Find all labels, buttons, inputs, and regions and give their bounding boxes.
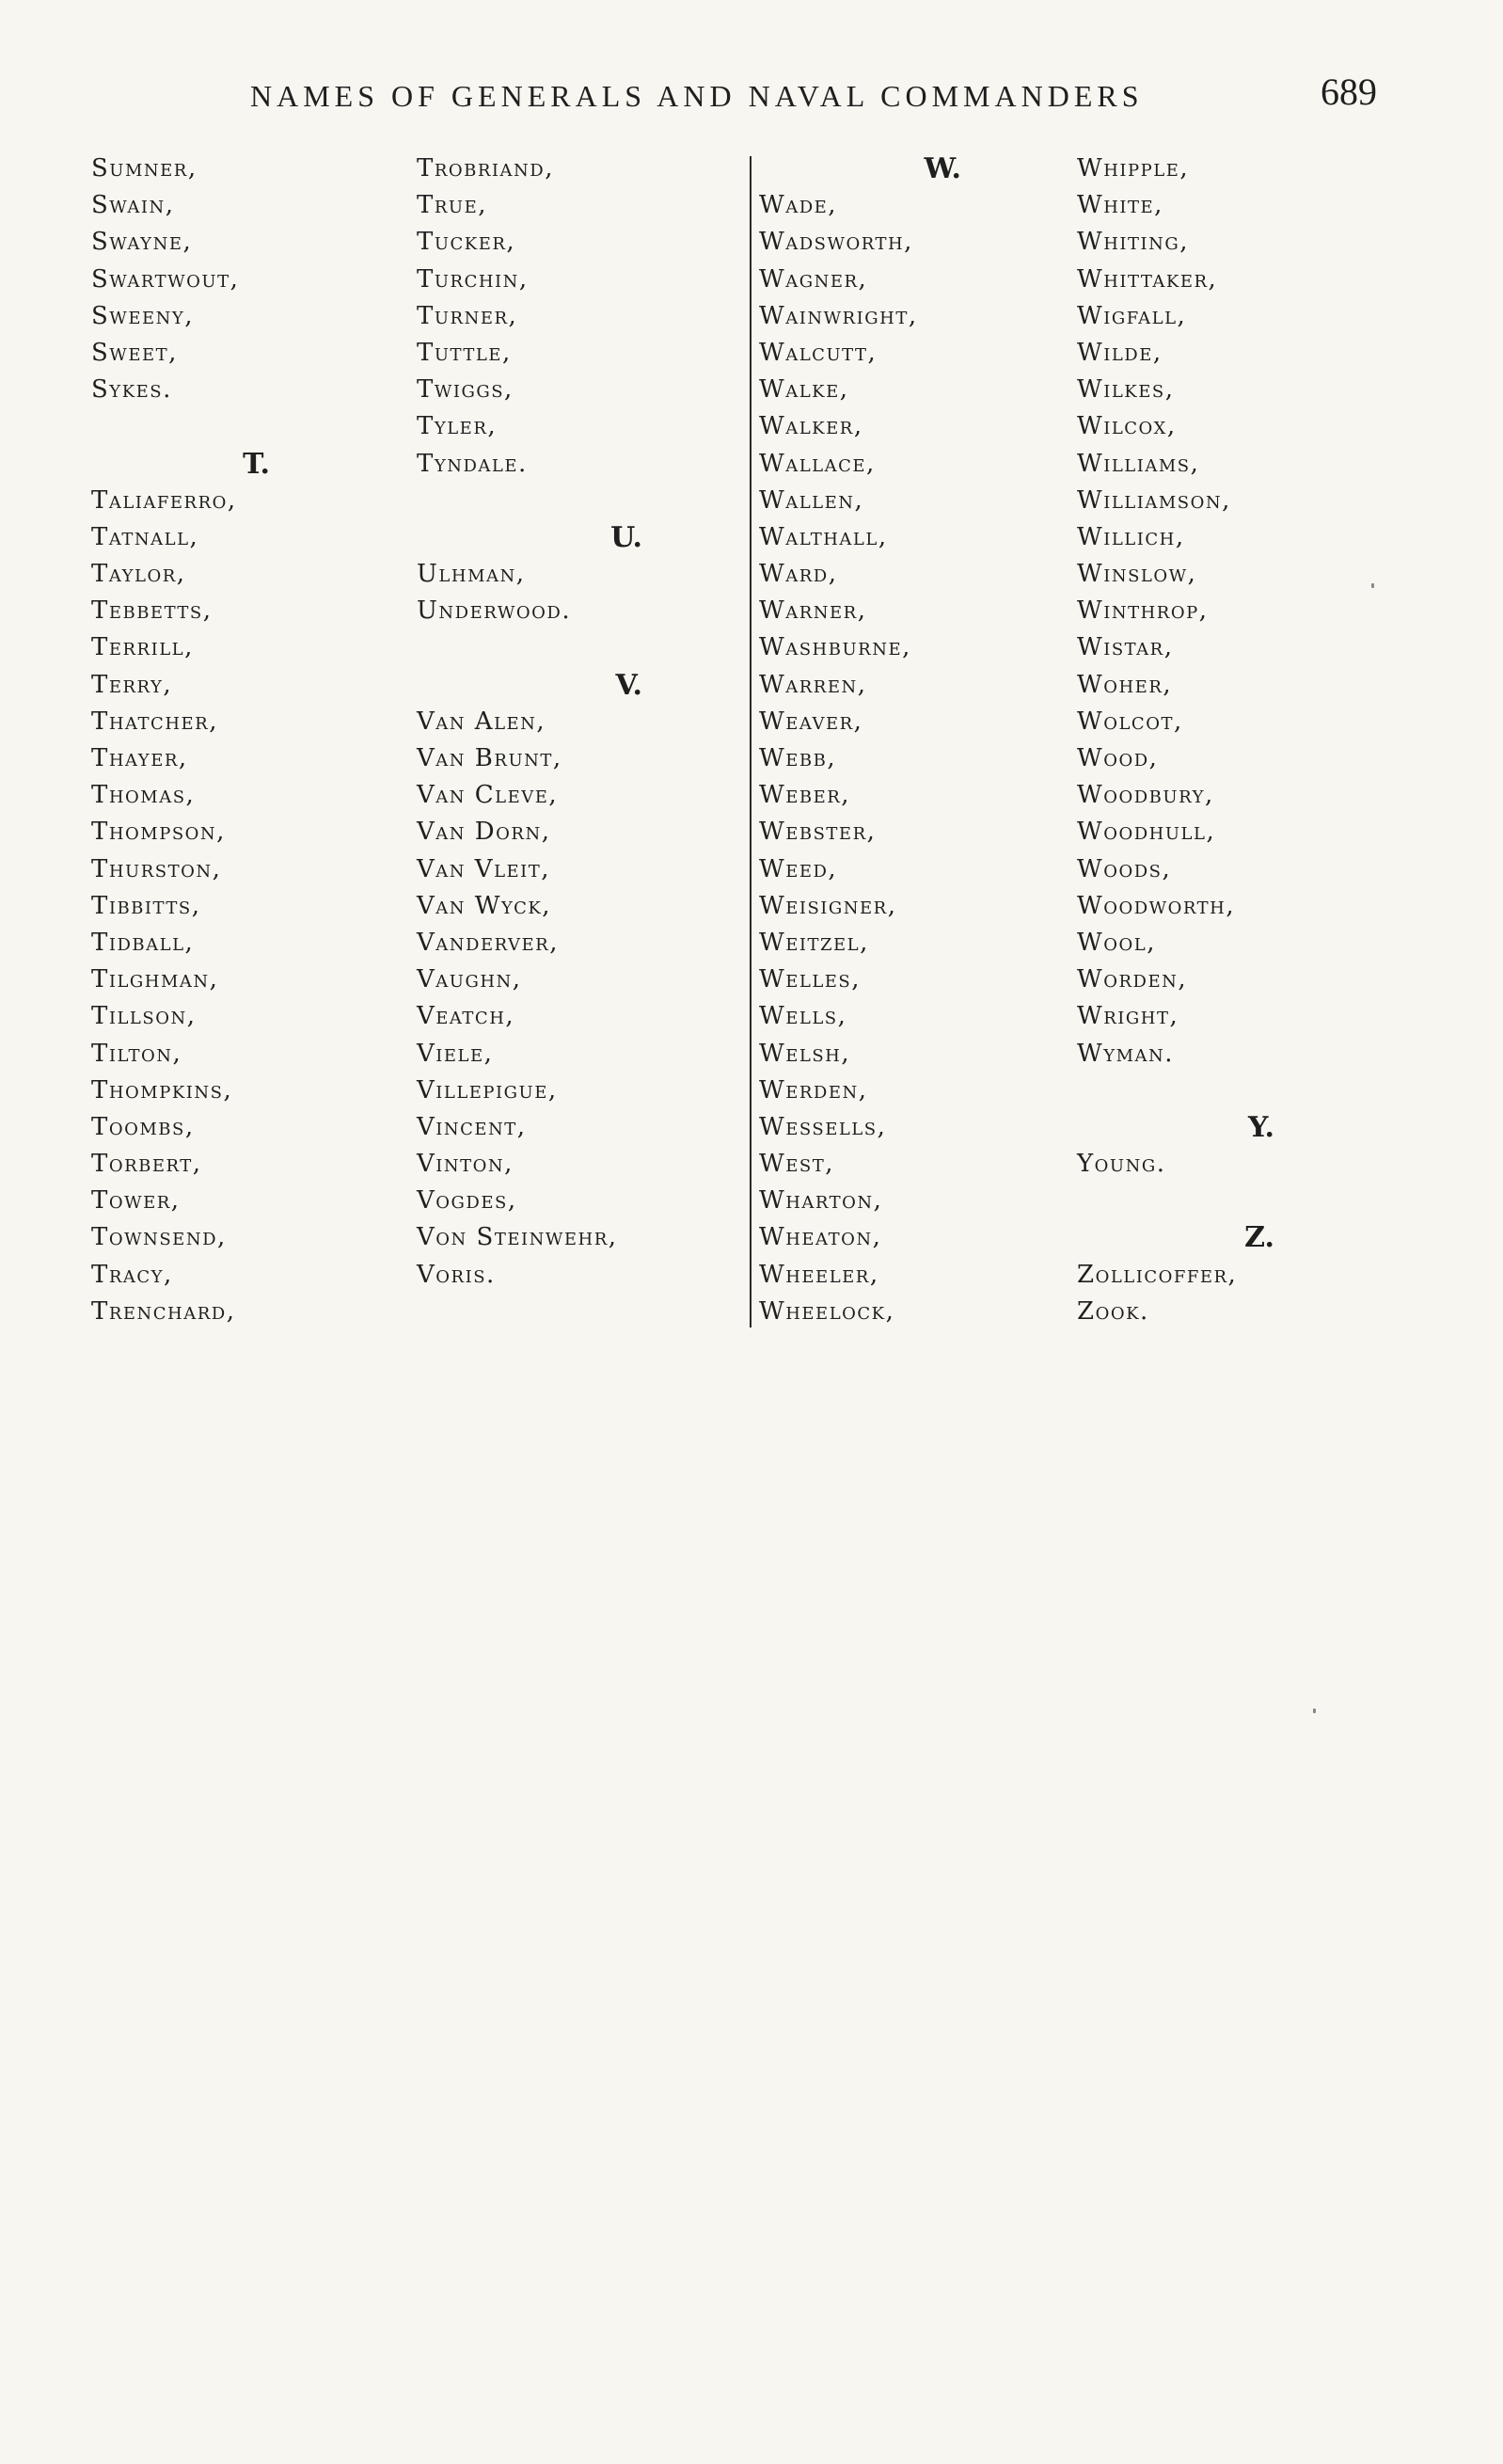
name-entry: Woher, — [1077, 670, 1173, 699]
name-entry: Vaughn, — [417, 965, 522, 994]
name-entry: Woodhull, — [1077, 818, 1216, 847]
name-entry: True, — [417, 191, 487, 220]
name-entry: Vinton, — [417, 1150, 514, 1179]
name-entry: Toombs, — [91, 1112, 195, 1141]
name-entry: Terry, — [91, 670, 173, 699]
w-names-list-cont — [1077, 151, 1274, 1073]
name-entry: Sumner, — [91, 154, 198, 183]
name-entry: Tidball, — [91, 928, 195, 957]
name-entry: Weaver, — [759, 707, 863, 736]
name-entry: Tibbitts, — [91, 891, 201, 920]
name-entry: Wharton, — [759, 1186, 883, 1216]
name-entry: Van Vleit, — [417, 854, 551, 883]
name-entry: Tatnall, — [91, 522, 199, 551]
name-entry: Wagner, — [759, 264, 868, 294]
name-entry: Webb, — [759, 744, 837, 772]
section-heading-u: U. — [610, 520, 642, 554]
paper-speck — [1313, 1709, 1316, 1713]
name-entry: Van Dorn, — [417, 818, 551, 847]
name-entry: Weber, — [759, 781, 851, 810]
name-entry: Torbert, — [91, 1150, 202, 1179]
name-entry: Underwood. — [417, 596, 572, 626]
section-heading-v: V. — [615, 668, 642, 702]
name-entry: Woodbury, — [1077, 781, 1214, 810]
name-entry: Wyman. — [1077, 1039, 1175, 1068]
v-names-list — [417, 704, 642, 1294]
name-entry: Weed, — [759, 854, 838, 883]
name-entry: Swayne, — [91, 228, 193, 257]
name-entry: Worden, — [1077, 965, 1188, 994]
name-entry: Wallace, — [759, 449, 876, 478]
name-entry: Woods, — [1077, 854, 1172, 883]
name-entry: Whiting, — [1077, 228, 1190, 257]
name-entry: Tuttle, — [417, 338, 512, 367]
column-1 — [91, 151, 270, 1330]
name-entry: Wigfall, — [1077, 301, 1187, 330]
spacer — [1077, 1183, 1274, 1219]
name-entry: Weitzel, — [759, 928, 869, 957]
name-entry: Taliaferro, — [91, 485, 237, 515]
w-names-list — [759, 187, 961, 1330]
name-entry: Wheaton, — [759, 1223, 882, 1252]
name-entry: Tower, — [91, 1186, 181, 1216]
name-entry: Weisigner, — [759, 891, 897, 920]
name-entry: Thayer, — [91, 744, 188, 772]
spacer — [91, 408, 270, 445]
spacer — [1077, 1073, 1274, 1109]
name-entry: Walcutt, — [759, 338, 878, 367]
column-3 — [759, 151, 961, 1330]
name-entry: Wistar, — [1077, 633, 1174, 662]
name-entry: Whittaker, — [1077, 264, 1218, 294]
name-entry: Ward, — [759, 560, 838, 589]
spacer — [417, 483, 642, 519]
name-entry: Trenchard, — [91, 1296, 236, 1326]
t-names-list-cont — [417, 151, 642, 483]
name-entry: Sykes. — [91, 375, 172, 405]
name-entry: Thompkins, — [91, 1075, 233, 1105]
name-entry: Vincent, — [417, 1112, 527, 1141]
name-entry: Veatch, — [417, 1002, 515, 1031]
name-entry: Van Alen, — [417, 707, 546, 736]
name-entry: Young. — [1077, 1150, 1166, 1179]
name-entry: Wilcox, — [1077, 412, 1177, 441]
spacer — [417, 629, 642, 666]
name-entry: Tyler, — [417, 412, 498, 441]
name-entry: Trobriand, — [417, 154, 554, 183]
name-entry: Williamson, — [1077, 485, 1231, 515]
name-entry: Wheelock, — [759, 1296, 895, 1326]
name-entry: Van Cleve, — [417, 781, 559, 810]
name-entry: Woodworth, — [1077, 891, 1236, 920]
column-4 — [1077, 151, 1274, 1330]
name-entry: Viele, — [417, 1039, 494, 1068]
name-entry: Zook. — [1077, 1296, 1149, 1326]
name-entry: Webster, — [759, 818, 877, 847]
name-entry: Wilde, — [1077, 338, 1163, 367]
name-entry: Turner, — [417, 301, 518, 330]
column-2 — [417, 151, 642, 1294]
name-entry: Tracy, — [91, 1260, 173, 1289]
name-entry: White, — [1077, 191, 1163, 220]
name-entry: Welles, — [759, 965, 862, 994]
name-entry: Whipple, — [1077, 154, 1190, 183]
name-entry: Zollicoffer, — [1077, 1260, 1238, 1289]
name-entry: Thatcher, — [91, 707, 218, 736]
name-entry: Wessells, — [759, 1112, 887, 1141]
s-names-list — [91, 151, 270, 408]
name-entry: Voris. — [417, 1260, 496, 1289]
name-entry: Wheeler, — [759, 1260, 879, 1289]
name-entry: Thurston, — [91, 854, 222, 883]
name-entry: Taylor, — [91, 560, 186, 589]
name-entry: Vanderver, — [417, 928, 559, 957]
name-entry: Tebbetts, — [91, 596, 213, 626]
name-entry: Turchin, — [417, 264, 529, 294]
name-entry: Willich, — [1077, 522, 1185, 551]
name-entry: Vogdes, — [417, 1186, 517, 1216]
name-entry: West, — [759, 1150, 834, 1179]
name-entry: Washburne, — [759, 633, 911, 662]
name-entry: Von Steinwehr, — [417, 1223, 618, 1252]
name-entry: Walker, — [759, 412, 863, 441]
t-names-list — [91, 483, 270, 1330]
section-heading-y: Y. — [1248, 1110, 1274, 1144]
name-entry: Sweeny, — [91, 301, 194, 330]
section-heading-z: Z. — [1244, 1221, 1274, 1255]
name-entry: Swain, — [91, 191, 175, 220]
name-entry: Sweet, — [91, 338, 178, 367]
section-heading-t: T. — [243, 447, 270, 481]
running-head: NAMES OF GENERALS AND NAVAL COMMANDERS — [250, 79, 1144, 113]
name-entry: Wolcot, — [1077, 707, 1183, 736]
name-entry: Tyndale. — [417, 449, 528, 478]
name-entry: Walthall, — [759, 522, 888, 551]
name-entry: Wood, — [1077, 744, 1159, 772]
name-entry: Wainwright, — [759, 301, 918, 330]
z-names-list — [1077, 1257, 1274, 1330]
name-entry: Townsend, — [91, 1223, 227, 1252]
name-entry: Wade, — [759, 191, 838, 220]
name-entry: Ulhman, — [417, 560, 526, 589]
name-entry: Tilton, — [91, 1039, 182, 1068]
paper-speck — [1371, 583, 1374, 588]
y-names-list — [1077, 1146, 1274, 1183]
u-names-list — [417, 556, 642, 629]
name-entry: Tucker, — [417, 228, 516, 257]
name-entry: Winthrop, — [1077, 596, 1209, 626]
name-entry: Tilghman, — [91, 965, 219, 994]
name-entry: Wells, — [759, 1002, 847, 1031]
name-entry: Warren, — [759, 670, 867, 699]
name-entry: Van Wyck, — [417, 891, 552, 920]
name-entry: Wadsworth, — [759, 228, 913, 257]
name-entry: Wilkes, — [1077, 375, 1175, 405]
name-entry: Wright, — [1077, 1002, 1179, 1031]
column-divider — [750, 156, 752, 1327]
name-entry: Twiggs, — [417, 375, 514, 405]
name-entry: Thompson, — [91, 818, 226, 847]
name-entry: Villepigue, — [417, 1075, 558, 1105]
section-heading-w: W. — [924, 152, 961, 185]
name-entry: Wool, — [1077, 928, 1156, 957]
name-entry: Warner, — [759, 596, 867, 626]
name-entry: Werden, — [759, 1075, 868, 1105]
name-entry: Terrill, — [91, 633, 194, 662]
name-entry: Walke, — [759, 375, 849, 405]
name-entry: Thomas, — [91, 781, 196, 810]
name-entry: Tillson, — [91, 1002, 197, 1031]
page-number: 689 — [1321, 71, 1377, 113]
name-entry: Williams, — [1077, 449, 1200, 478]
name-entry: Winslow, — [1077, 560, 1197, 589]
name-entry: Welsh, — [759, 1039, 851, 1068]
name-entry: Swartwout, — [91, 264, 240, 294]
name-entry: Van Brunt, — [417, 744, 562, 772]
name-entry: Wallen, — [759, 485, 864, 515]
